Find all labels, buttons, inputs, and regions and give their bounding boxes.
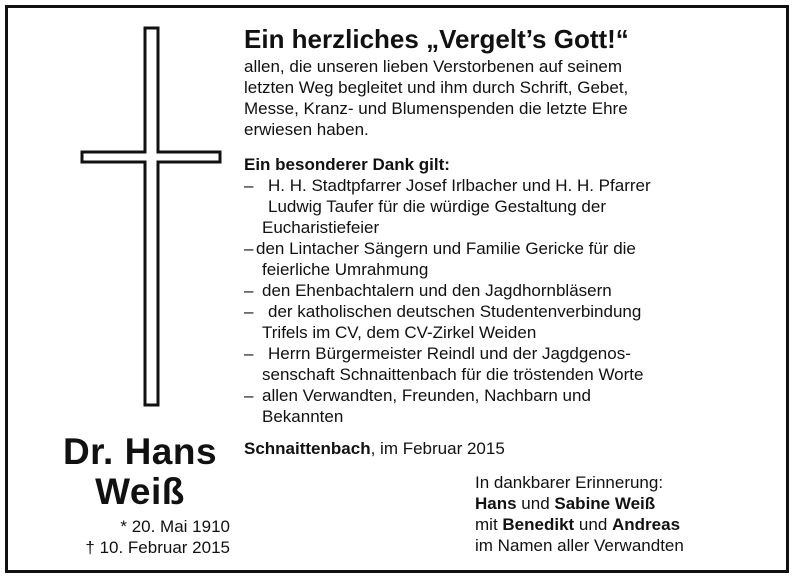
intro-line: Messe, Kranz- und Blumenspenden die letzte Ehre: [244, 99, 628, 118]
list-item-line: allen Verwandten, Freunden, Nachbarn und: [262, 386, 591, 405]
dash-bullet: –: [244, 239, 254, 258]
deceased-name-line1: Dr. Hans: [62, 431, 218, 472]
list-item: [244, 385, 722, 427]
life-dates: [40, 516, 230, 558]
list-item-line: Herrn Bürgermeister Reindl und der Jagdgenos-: [268, 344, 631, 363]
list-item: [244, 238, 722, 280]
list-item-line: Trifels im CV, dem CV-Zirkel Weiden: [262, 323, 537, 342]
list-item-line: den Lintacher Sängern und Familie Gericke für die: [256, 239, 636, 258]
dash-bullet: –: [244, 344, 254, 363]
list-item-line: der katholischen deutschen Studentenverbindung: [268, 302, 642, 321]
deceased-name-line2: Weiß: [95, 471, 185, 512]
list-item-line: den Ehenbachtalern und den Jagdhornbläsern: [262, 281, 612, 300]
list-item: [244, 301, 722, 343]
signature-line: In dankbarer Erinnerung:: [475, 473, 664, 492]
connector-text: und: [574, 515, 612, 534]
cross-icon: [0, 0, 240, 420]
list-item: [244, 343, 722, 385]
signer-name: Andreas: [612, 515, 681, 534]
signer-name: Hans: [475, 494, 517, 513]
death-date: † 10. Februar 2015: [85, 538, 230, 557]
date-text: , im Februar 2015: [370, 439, 505, 458]
dash-bullet: –: [244, 281, 254, 300]
dash-bullet: –: [244, 386, 254, 405]
list-item-line: senschaft Schnaittenbach für die tröstenden Worte: [262, 365, 644, 384]
dash-bullet: –: [244, 302, 254, 321]
intro-line: erwiesen haben.: [244, 120, 369, 139]
list-item: [244, 280, 722, 301]
town-name: Schnaittenbach: [244, 439, 371, 458]
deceased-name: [45, 432, 235, 512]
place-and-date: [244, 438, 505, 459]
signer-name: Benedikt: [502, 515, 575, 534]
signature-line: im Namen aller Verwandten: [475, 536, 684, 555]
birth-date: * 20. Mai 1910: [120, 517, 230, 536]
special-thanks-title: Ein besonderer Dank gilt:: [244, 155, 450, 174]
connector-text: und: [516, 494, 555, 513]
list-item-line: feierliche Umrahmung: [262, 260, 429, 279]
list-item-line: Eucharistiefeier: [262, 218, 380, 237]
list-item: [244, 175, 722, 238]
intro-line: allen, die unseren lieben Verstorbenen auf seinem: [244, 57, 623, 76]
signature-line: [475, 514, 684, 535]
signature-line: [475, 493, 684, 514]
list-item-line: Ludwig Taufer für die würdige Gestaltung der: [268, 197, 606, 216]
connector-text: mit: [475, 515, 503, 534]
dash-bullet: –: [244, 176, 254, 195]
list-item-line: H. H. Stadtpfarrer Josef Irlbacher und H. H. Pfarrer: [268, 176, 651, 195]
signature-block: [475, 472, 684, 556]
intro-paragraph: [244, 56, 722, 140]
list-item-line: Bekannten: [262, 407, 344, 426]
intro-line: letzten Weg begleitet und ihm durch Schrift, Gebet,: [244, 78, 629, 97]
heading: Ein herzliches „Vergelt’s Gott!“: [244, 24, 629, 54]
thanks-text: [244, 24, 722, 427]
signer-name: Sabine Weiß: [554, 494, 656, 513]
